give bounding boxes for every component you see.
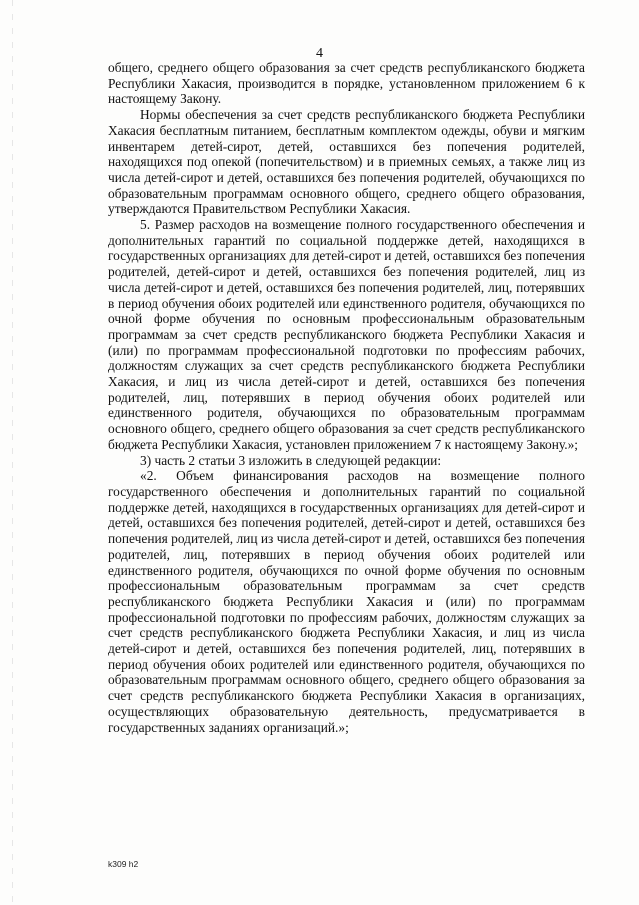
scan-edge-artifact: [12, 0, 13, 905]
paragraph-nutrition-norms: Нормы обеспечения за счет средств республиканского бюджета Республики Хакасия бесплатным питанием, бесплатным комплектом одежды, обуви и мягким инвентарем детей-сирот, детей, оставшихся без попечения родителей, находящихся под опекой (попечительством) и в приемных семьях, а также лиц из числа детей-сирот и детей, оставшихся без попечения родителей, обучающихся по образовательным программам основного общего, среднего общего образования, утверждаются Правительством Республики Хакасия.: [108, 107, 585, 217]
paragraph-amendment-3: 3) часть 2 статьи 3 изложить в следующей редакции:: [140, 452, 442, 468]
document-body: [108, 60, 585, 735]
footer-document-code: k309 h2: [108, 859, 139, 869]
paragraph-new-part-2: «2. Объем финансирования расходов на возмещение полного государственного обеспечения и дополнительных гарантий по социальной поддержке детей, находящихся в государственных организациях для детей-сирот и детей, оставшихся без попечения родителей, детей-сирот и детей, оставшихся без попечения родителей, лиц из числа детей-сирот и детей, оставшихся без попечения родителей, лиц, потерявших в период обучения обоих родителей или единственного родителя, обучающихся по очной форме обучения по основным профессиональным образовательным программам за счет средств республиканского бюджета Республики Хакасия и (или) по программам профессиональной подготовки по профессиям рабочих, должностям служащих за счет средств республиканского бюджета Республики Хакасия, и лиц из числа детей-сирот и детей, оставшихся без попечения родителей, лиц, потерявших в период обучения обоих родителей или единственного родителя, обучающихся по образовательным программам основного общего, среднего общего образования за счет средств республиканского бюджета Республики Хакасия в организациях, осуществляющих образовательную деятельность, предусматривается в государственных заданиях организаций.»;: [108, 468, 585, 735]
page-number: 4: [316, 46, 323, 61]
paragraph-continuation: общего, среднего общего образования за счет средств республиканского бюджета Республики Хакасия, производится в порядке, установленном приложением 6 к настоящему Закону.: [108, 60, 585, 107]
paragraph-item-5: 5. Размер расходов на возмещение полного государственного обеспечения и дополнительных гарантий по социальной поддержке детей, находящихся в государственных организациях для детей-сирот и детей, оставшихся без попечения родителей, детей-сирот и детей, оставшихся без попечения родителей, лиц из числа детей-сирот и детей, оставшихся без попечения родителей, лиц, потерявших в период обучения обоих родителей или единственного родителя, обучающихся по очной форме обучения по основным профессиональным образовательным программам за счет средств республиканского бюджета Республики Хакасия и (или) по программам профессиональной подготовки по профессиям рабочих, должностям служащих за счет средств республиканского бюджета Республики Хакасия, и лиц из числа детей-сирот и детей, оставшихся без попечения родителей, лиц, потерявших в период обучения обоих родителей или единственного родителя, обучающихся по образовательным программам основного общего, среднего общего образования за счет средств республиканского бюджета Республики Хакасия, установлен приложением 7 к настоящему Закону.»;: [108, 217, 585, 452]
